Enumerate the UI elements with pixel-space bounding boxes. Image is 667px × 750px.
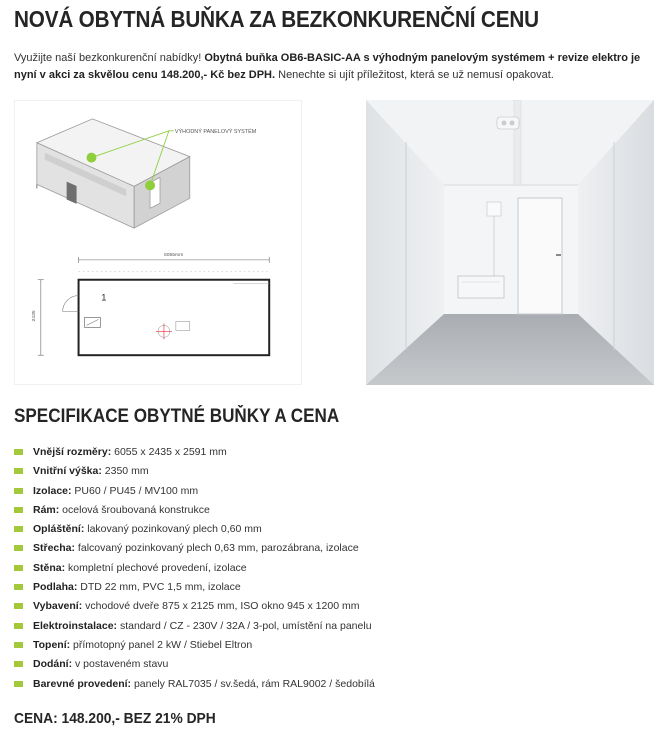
spec-label: Podlaha:	[33, 581, 78, 594]
page-title: NOVÁ OBYTNÁ BUŇKA ZA BEZKONKURENČNÍ CENU	[14, 6, 539, 32]
specs-heading: SPECIFIKACE OBYTNÉ BUŇKY A CENA	[14, 406, 340, 427]
spec-value: ocelová šroubovaná konstrukce	[59, 503, 210, 516]
spec-item-floor	[14, 578, 654, 597]
bullet-icon	[14, 468, 23, 474]
spec-value: kompletní plechové provedení, izolace	[65, 561, 247, 574]
spec-label: Stěna:	[33, 561, 66, 574]
bullet-icon	[14, 603, 23, 609]
bullet-icon	[14, 545, 23, 551]
spec-value: PU60 / PU45 / MV100 mm	[71, 484, 199, 497]
spec-item-roof	[14, 539, 654, 558]
spec-label: Střecha:	[33, 542, 76, 555]
spec-value: standard / CZ - 230V / 32A / 3-pol, umístění na panelu	[117, 619, 372, 632]
spec-list	[14, 443, 654, 694]
spec-item-colors	[14, 675, 654, 694]
bullet-icon	[14, 681, 23, 687]
bullet-icon	[14, 449, 23, 455]
spec-value: vchodové dveře 875 x 2125 mm, ISO okno 945 x 1200 mm	[82, 600, 360, 613]
spec-value: lakovaný pozinkovaný plech 0,60 mm	[84, 523, 262, 536]
bullet-icon	[14, 623, 23, 629]
spec-item-insulation	[14, 482, 654, 501]
bullet-icon	[14, 661, 23, 667]
intro-paragraph	[14, 50, 654, 84]
intro-text-1: Využijte naší bezkonkurenční nabídky!	[14, 52, 205, 64]
spec-label: Elektroinstalace:	[33, 619, 118, 632]
spec-item-inner-height	[14, 462, 654, 481]
spec-label: Rám:	[33, 503, 60, 516]
spec-item-electrical	[14, 617, 654, 636]
bullet-icon	[14, 565, 23, 571]
price-text: CENA: 148.200,- BEZ 21% DPH	[14, 710, 216, 727]
spec-value: DTD 22 mm, PVC 1,5 mm, izolace	[77, 581, 241, 594]
spec-value: přímotopný panel 2 kW / Stiebel Eltron	[70, 638, 253, 651]
bullet-icon	[14, 526, 23, 532]
spec-value: v postaveném stavu	[72, 658, 169, 671]
spec-item-delivery	[14, 655, 654, 674]
bullet-icon	[14, 488, 23, 494]
container-plan-image[interactable]	[14, 100, 302, 385]
spec-item-outer-dimensions	[14, 443, 654, 462]
bullet-icon	[14, 584, 23, 590]
spec-label: Vybavení:	[33, 600, 83, 613]
spec-value: panely RAL7035 / sv.šedá, rám RAL9002 / šedobílá	[131, 677, 375, 690]
plan-width-dimension: 2435	[31, 310, 37, 322]
spec-value: 2350 mm	[101, 465, 149, 478]
intro-text-2: Nenechte si ujít příležitost, která se už nemusí opakovat.	[275, 69, 554, 81]
intro-offer-highlight: Obytná buňka OB6-BASIC-AA s výhodným panelovým systémem + revize elektro je nyní v akci za skvělou cenu 148.200,- Kč bez DPH.	[14, 52, 641, 81]
container-3d-drawing	[37, 119, 190, 228]
spec-label: Barevné provedení:	[33, 677, 132, 690]
plan-length-dimension: 6055mm	[163, 252, 184, 258]
spec-item-cladding	[14, 520, 654, 539]
spec-label: Topení:	[33, 638, 71, 651]
panel-system-callout: VÝHODNÝ PANELOVÝ SYSTÉM	[174, 128, 257, 135]
spec-value: 6055 x 2435 x 2591 mm	[111, 446, 227, 458]
spec-label: Vnější rozměry:	[33, 446, 112, 458]
floor-plan-drawing	[38, 257, 269, 355]
spec-item-heating	[14, 636, 654, 655]
spec-item-frame	[14, 501, 654, 520]
spec-item-equipment	[14, 597, 654, 616]
interior-scene	[366, 100, 654, 385]
spec-label: Vnitřní výška:	[33, 465, 102, 478]
bullet-icon	[14, 507, 23, 513]
spec-label: Izolace:	[33, 484, 72, 497]
spec-label: Dodání:	[33, 658, 73, 671]
plan-room-number: 1	[101, 292, 107, 303]
container-interior-photo[interactable]	[366, 100, 654, 385]
bullet-icon	[14, 642, 23, 648]
spec-value: falcovaný pozinkovaný plech 0,63 mm, parozábrana, izolace	[75, 542, 359, 555]
spec-item-wall	[14, 559, 654, 578]
spec-label: Opláštění:	[33, 523, 85, 536]
